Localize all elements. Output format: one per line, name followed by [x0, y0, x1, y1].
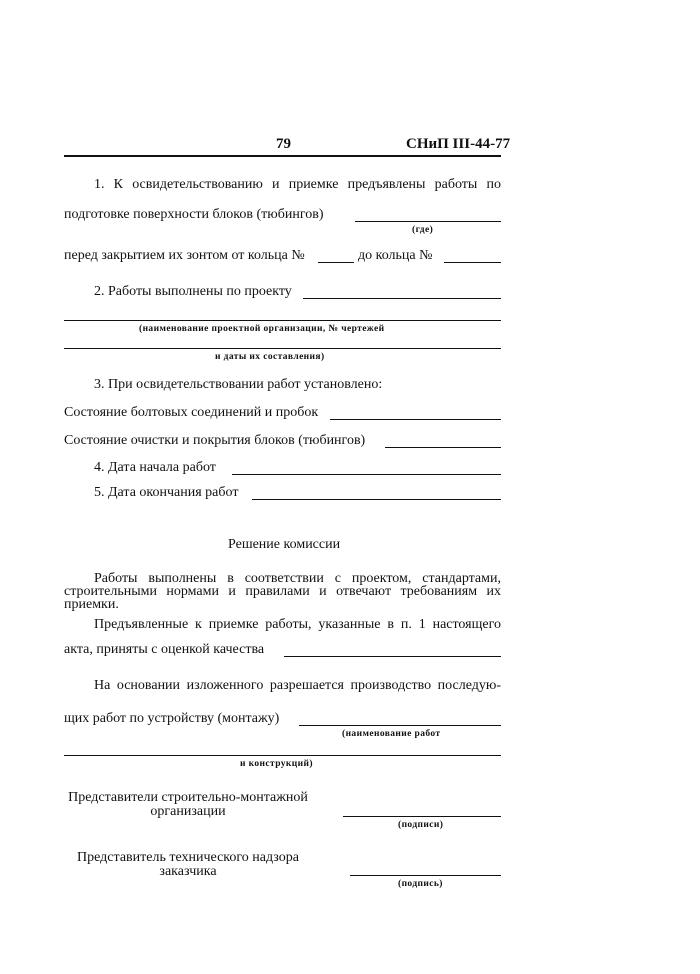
header-rule	[64, 155, 501, 157]
decision-p3-line1: На основании изложенного разрешается производство последую-	[94, 678, 501, 693]
bolts-state-field-line	[330, 419, 501, 420]
decision-p1-line1: Работы выполнены в соответствии с проектом, стандартами,	[94, 571, 501, 586]
quality-grade-field-line	[284, 656, 501, 657]
customer-signature-caption: (подпись)	[398, 879, 443, 889]
project-org-field-line	[64, 320, 501, 321]
location-field-line	[355, 221, 501, 222]
contractor-signature-line	[343, 816, 501, 817]
project-dates-caption: и даты их составления)	[215, 352, 325, 362]
bolts-state-label: Состояние болтовых соединений и пробок	[64, 405, 319, 420]
contractor-rep-org: организации	[150, 804, 226, 819]
from-ring-field-line	[318, 262, 354, 263]
project-dates-field-line	[64, 348, 501, 349]
decision-p2-line1: Предъявленные к приемке работы, указанные в п. 1 настоящего	[94, 617, 501, 632]
start-date-field-line	[232, 474, 501, 475]
document-code: СНиП III-44-77	[406, 136, 511, 152]
cleaning-state-field-line	[385, 447, 501, 448]
next-works-field-line	[299, 725, 501, 726]
end-date-field-line	[252, 499, 501, 500]
start-date-label: 4. Дата начала работ	[94, 460, 216, 475]
next-works-caption: (наименование работ	[342, 729, 441, 739]
section3-heading: 3. При освидетельствовании работ установлено:	[94, 377, 383, 392]
project-org-caption: (наименование проектной организации, № чертежей	[139, 324, 385, 334]
decision-title: Решение комиссии	[228, 537, 341, 552]
decision-p1-line3: приемки.	[64, 597, 119, 612]
structures-caption: и конструкций)	[240, 759, 313, 769]
page-number: 79	[276, 136, 291, 152]
section2-line1: 2. Работы выполнены по проекту	[94, 284, 292, 299]
decision-p3-line2: щих работ по устройству (монтажу)	[64, 711, 280, 726]
location-caption: (где)	[412, 225, 434, 235]
customer-rep-title: Представитель технического надзора	[77, 850, 299, 865]
project-field-line	[303, 298, 501, 299]
customer-signature-line	[350, 875, 501, 876]
structures-field-line	[64, 755, 501, 756]
section1-line1: 1. К освидетельствованию и приемке предъявлены работы по	[94, 177, 501, 192]
decision-p2-line2: акта, приняты с оценкой качества	[64, 642, 265, 657]
section1-line3-start: перед закрытием их зонтом от кольца №	[64, 248, 305, 263]
customer-rep-org: заказчика	[159, 864, 217, 879]
section1-line3-end: до кольца №	[358, 248, 433, 263]
section1-line2: подготовке поверхности блоков (тюбингов)	[64, 207, 324, 222]
cleaning-state-label: Состояние очистки и покрытия блоков (тюбингов)	[64, 433, 366, 448]
contractor-rep-title: Представители строительно-монтажной	[68, 790, 308, 805]
end-date-label: 5. Дата окончания работ	[94, 485, 239, 500]
decision-p1-line2: строительными нормами и правилами и отвечают требованиям их	[64, 584, 501, 599]
contractor-signature-caption: (подписи)	[398, 820, 444, 830]
to-ring-field-line	[444, 262, 501, 263]
